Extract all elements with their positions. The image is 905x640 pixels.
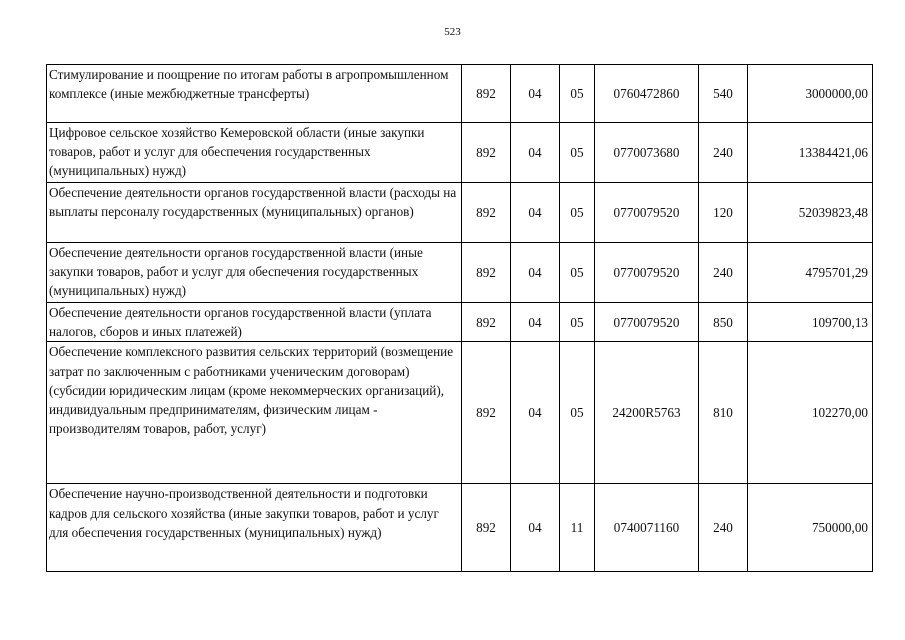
expense-name-cell: Обеспечение деятельности органов государственной власти (иные закупки товаров, работ и услуг для обеспечения государственных (муниципальных) нужд) [47,243,462,303]
table-row [47,123,873,183]
table-row [47,342,873,484]
table-row [47,243,873,303]
ministry-code-cell: 892 [462,65,511,123]
section-code-cell: 04 [511,123,560,183]
expense-name-cell: Обеспечение деятельности органов государственной власти (уплата налогов, сборов и иных платежей) [47,303,462,342]
page-number: 523 [444,26,461,38]
subsection-code-cell: 05 [560,183,595,243]
target-code-cell: 0770079520 [595,243,699,303]
ministry-code-cell: 892 [462,243,511,303]
ministry-code-cell: 892 [462,342,511,484]
table-row [47,183,873,243]
expense-type-cell: 120 [699,183,748,243]
budget-table [46,64,873,572]
amount-cell: 52039823,48 [748,183,873,243]
subsection-code-cell: 05 [560,243,595,303]
expense-name-cell: Обеспечение комплексного развития сельских территорий (возмещение затрат по заключенным с работниками ученическим договорам) (субсидии юридическим лицам (кроме некоммерческих организаций), индивидуальным предпринимателям, физическим лицам - производителям товаров, работ, услуг) [47,342,462,484]
expense-type-cell: 240 [699,123,748,183]
expense-name-cell: Обеспечение научно-производственной деятельности и подготовки кадров для сельского хозяйства (иные закупки товаров, работ и услуг для обеспечения государственных (муниципальных) нужд) [47,484,462,572]
subsection-code-cell: 05 [560,123,595,183]
target-code-cell: 0770073680 [595,123,699,183]
expense-type-cell: 810 [699,342,748,484]
target-code-cell: 0770079520 [595,183,699,243]
expense-name-cell: Стимулирование и поощрение по итогам работы в агропромышленном комплексе (иные межбюджетные трансферты) [47,65,462,123]
subsection-code-cell: 11 [560,484,595,572]
ministry-code-cell: 892 [462,123,511,183]
section-code-cell: 04 [511,484,560,572]
target-code-cell: 24200R5763 [595,342,699,484]
amount-cell: 3000000,00 [748,65,873,123]
table-row [47,65,873,123]
section-code-cell: 04 [511,303,560,342]
section-code-cell: 04 [511,342,560,484]
target-code-cell: 0740071160 [595,484,699,572]
amount-cell: 102270,00 [748,342,873,484]
subsection-code-cell: 05 [560,303,595,342]
target-code-cell: 0760472860 [595,65,699,123]
expense-type-cell: 540 [699,65,748,123]
ministry-code-cell: 892 [462,183,511,243]
expense-name-cell: Обеспечение деятельности органов государственной власти (расходы на выплаты персоналу государственных (муниципальных) органов) [47,183,462,243]
ministry-code-cell: 892 [462,484,511,572]
amount-cell: 109700,13 [748,303,873,342]
ministry-code-cell: 892 [462,303,511,342]
section-code-cell: 04 [511,243,560,303]
table-row [47,303,873,342]
expense-type-cell: 240 [699,243,748,303]
section-code-cell: 04 [511,65,560,123]
target-code-cell: 0770079520 [595,303,699,342]
amount-cell: 750000,00 [748,484,873,572]
expense-name-cell: Цифровое сельское хозяйство Кемеровской области (иные закупки товаров, работ и услуг для обеспечения государственных (муниципальных) нужд) [47,123,462,183]
expense-type-cell: 240 [699,484,748,572]
amount-cell: 4795701,29 [748,243,873,303]
table-row [47,484,873,572]
expense-type-cell: 850 [699,303,748,342]
subsection-code-cell: 05 [560,65,595,123]
subsection-code-cell: 05 [560,342,595,484]
section-code-cell: 04 [511,183,560,243]
amount-cell: 13384421,06 [748,123,873,183]
